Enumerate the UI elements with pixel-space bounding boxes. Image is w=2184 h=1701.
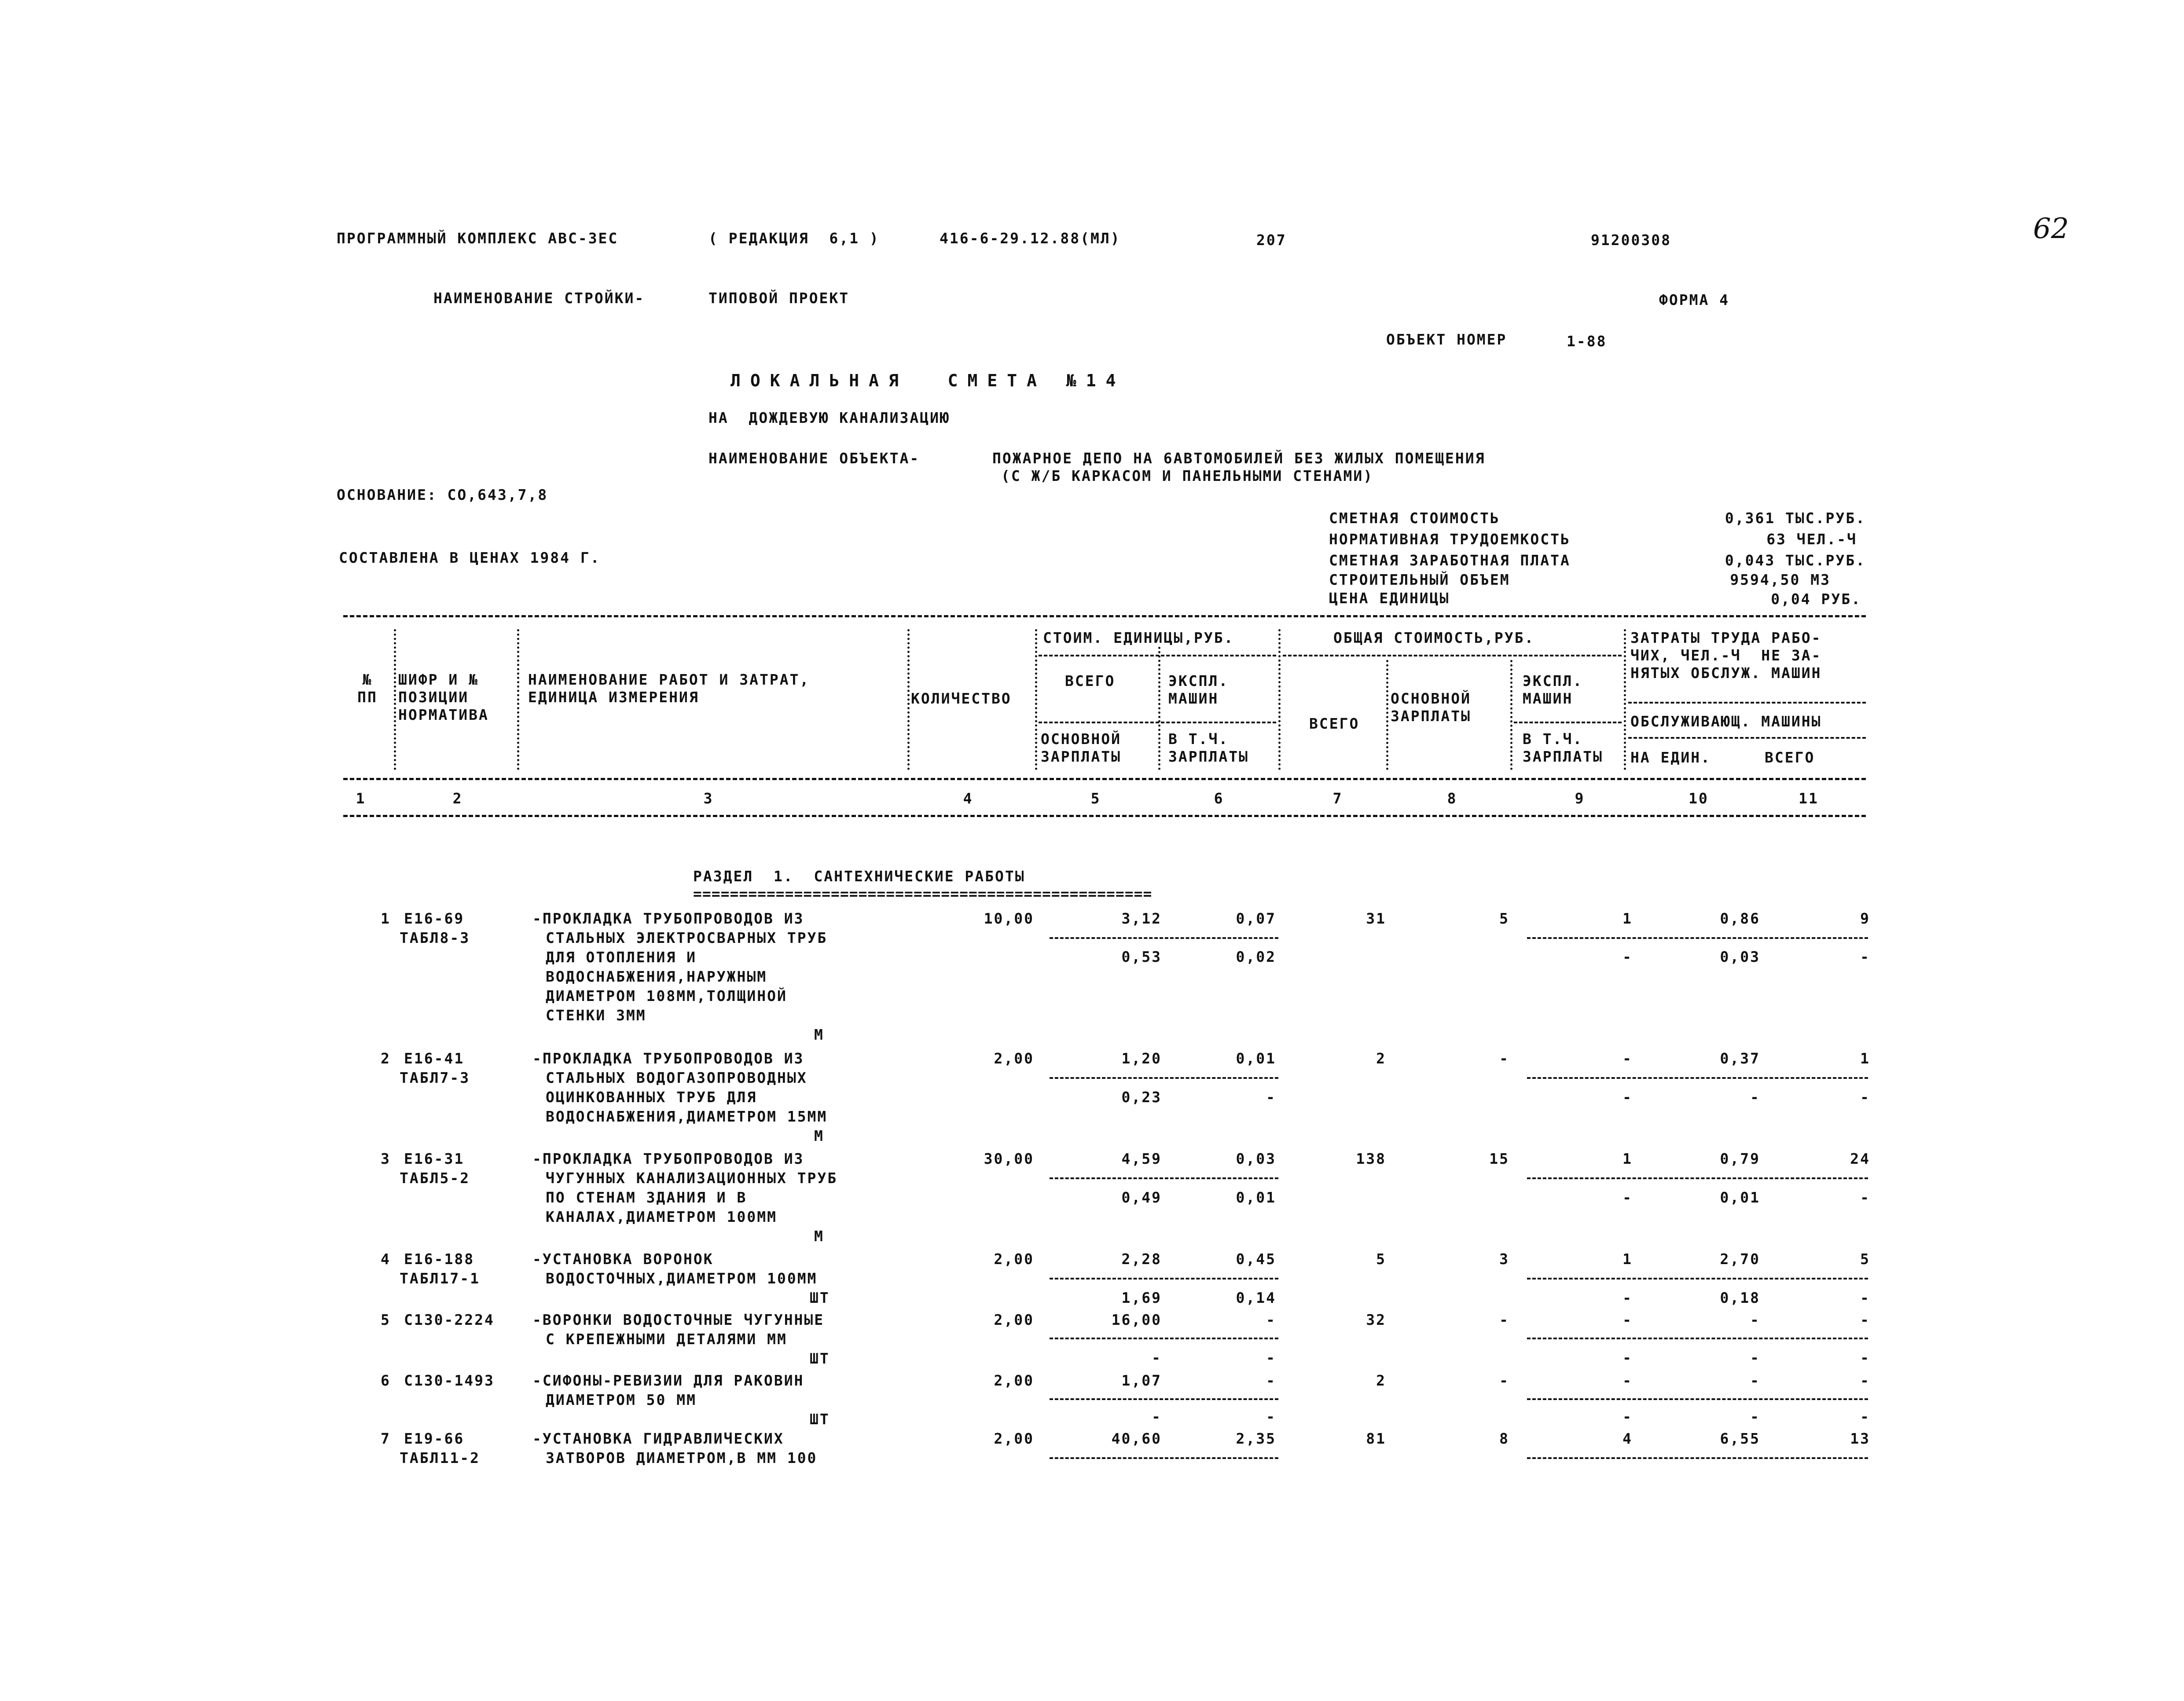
row-total-base-wage: - — [1499, 1050, 1509, 1067]
row-unit: ШТ — [810, 1350, 830, 1367]
row-rule — [1050, 1077, 1278, 1079]
row-name-line: СТЕНКИ 3ММ — [546, 1007, 646, 1024]
row-total-incl-wage: - — [1622, 1349, 1633, 1366]
column-number: 7 — [1332, 790, 1343, 807]
row-unit-total: 3,12 — [1121, 910, 1162, 927]
row-total-incl-wage: - — [1622, 1408, 1633, 1425]
row-unit-machines: 0,07 — [1236, 910, 1276, 927]
header-unit-total: ВСЕГО — [1065, 672, 1116, 689]
row-unit-total: 40,60 — [1111, 1430, 1162, 1447]
row-total: 81 — [1366, 1430, 1386, 1447]
row-unit-incl-wage: 0,01 — [1236, 1189, 1276, 1206]
row-total-machines: - — [1622, 1311, 1633, 1328]
row-rule — [1050, 1278, 1278, 1279]
row-unit-machines: 2,35 — [1236, 1430, 1276, 1447]
header-total-cost: ОБЩАЯ СТОИМОСТЬ,РУБ. — [1333, 629, 1535, 646]
row-labor-machine-unit: - — [1750, 1408, 1760, 1425]
summary-label: СМЕТНАЯ ЗАРАБОТНАЯ ПЛАТА — [1329, 552, 1571, 569]
column-number: 5 — [1090, 790, 1101, 807]
header-unit-incl-wage: В Т.Ч. ЗАРПЛАТЫ — [1168, 730, 1249, 765]
row-total-base-wage: 8 — [1499, 1430, 1509, 1447]
object-name-line2: (С Ж/Б КАРКАСОМ И ПАНЕЛЬНЫМИ СТЕНАМИ) — [1001, 467, 1374, 484]
header-bottom-rule — [343, 778, 1866, 780]
row-labor-total: 9 — [1860, 910, 1870, 927]
section-title: РАЗДЕЛ 1. САНТЕХНИЧЕСКИЕ РАБОТЫ — [693, 868, 1025, 885]
row-number: 5 — [381, 1311, 391, 1328]
row-total: 32 — [1366, 1311, 1386, 1328]
row-total-machines: 1 — [1622, 910, 1633, 927]
row-rule — [1050, 937, 1278, 939]
row-unit-base-wage: - — [1152, 1408, 1162, 1425]
row-labor-per-unit: 6,55 — [1720, 1430, 1760, 1447]
row-quantity: 2,00 — [994, 1430, 1034, 1447]
row-unit: ШТ — [810, 1411, 830, 1428]
row-code-table: ТАБЛ7-3 — [400, 1069, 470, 1086]
row-unit-incl-wage: - — [1266, 1408, 1276, 1425]
page-mark: 62 — [2033, 213, 2069, 245]
summary-label: ЦЕНА ЕДИНИЦЫ — [1329, 590, 1450, 607]
row-rule — [1050, 1457, 1278, 1459]
row-name-line: ДИАМЕТРОМ 50 ММ — [546, 1391, 697, 1408]
row-code: Е16-31 — [404, 1150, 465, 1167]
summary-value: 0,04 РУБ. — [1771, 590, 1861, 608]
header-separator — [1035, 629, 1037, 770]
column-number: 8 — [1447, 790, 1457, 807]
row-labor-machine-total: - — [1860, 1089, 1870, 1106]
row-rule — [1527, 937, 1868, 939]
object-number-label: ОБЪЕКТ НОМЕР — [1386, 331, 1507, 348]
row-unit-total: 1,20 — [1121, 1050, 1162, 1067]
header-separator — [907, 629, 910, 770]
row-name-line: СТАЛЬНЫХ ЭЛЕКТРОСВАРНЫХ ТРУБ — [546, 929, 828, 946]
summary-label: НОРМАТИВНАЯ ТРУДОЕМКОСТЬ — [1329, 531, 1571, 548]
header-total-machines: ЭКСПЛ. МАШИН — [1523, 672, 1583, 707]
column-number: 9 — [1575, 790, 1585, 807]
row-rule — [1050, 1398, 1278, 1400]
row-unit-base-wage: - — [1152, 1349, 1162, 1366]
row-name-line: ВОДОСНАБЖЕНИЯ,НАРУЖНЫМ — [546, 968, 767, 985]
row-labor-total: - — [1860, 1372, 1870, 1389]
header-labor: ЗАТРАТЫ ТРУДА РАБО- ЧИХ, ЧЕЛ.-Ч НЕ ЗА- НЯТЫХ ОБСЛУЖ. МАШИН — [1630, 629, 1822, 682]
row-total-incl-wage: - — [1622, 1189, 1633, 1206]
row-code: Е16-41 — [404, 1050, 465, 1067]
row-labor-total: 24 — [1850, 1150, 1870, 1167]
row-unit-base-wage: 1,69 — [1121, 1289, 1162, 1306]
construction-value: ТИПОВОЙ ПРОЕКТ — [708, 290, 850, 307]
header-rule — [1628, 702, 1866, 704]
column-numbers-rule — [343, 815, 1866, 817]
row-quantity: 2,00 — [994, 1311, 1034, 1328]
header-unit-cost: СТОИМ. ЕДИНИЦЫ,РУБ. — [1043, 629, 1234, 646]
row-unit-total: 2,28 — [1121, 1250, 1162, 1268]
header-separator — [394, 629, 396, 770]
row-labor-total: - — [1860, 1311, 1870, 1328]
row-unit-incl-wage: - — [1266, 1089, 1276, 1106]
project-code: 416-6-29.12.88(МЛ) — [940, 230, 1121, 247]
header-rule — [1514, 722, 1622, 723]
row-unit: ШТ — [810, 1289, 830, 1306]
row-unit-machines: 0,45 — [1236, 1250, 1276, 1268]
row-name-line: -ПРОКЛАДКА ТРУБОПРОВОДОВ ИЗ — [532, 910, 804, 927]
row-labor-machine-total: - — [1860, 1408, 1870, 1425]
row-name-line: ВОДОСНАБЖЕНИЯ,ДИАМЕТРОМ 15ММ — [546, 1108, 828, 1125]
row-unit-machines: 0,03 — [1236, 1150, 1276, 1167]
row-total-machines: - — [1622, 1372, 1633, 1389]
section-underline: ================================================== — [693, 885, 1153, 902]
row-unit-machines: - — [1266, 1311, 1276, 1328]
basis: ОСНОВАНИЕ: СО,643,7,8 — [337, 486, 548, 503]
row-unit-total: 16,00 — [1111, 1311, 1162, 1328]
row-number: 4 — [381, 1250, 391, 1268]
header-rule — [1039, 655, 1276, 656]
row-name-line: ЧУГУННЫХ КАНАЛИЗАЦИОННЫХ ТРУБ — [546, 1169, 838, 1187]
row-code-table: ТАБЛ8-3 — [400, 929, 470, 946]
row-total: 2 — [1376, 1050, 1386, 1067]
row-name-line: ДЛЯ ОТОПЛЕНИЯ И — [546, 949, 697, 966]
row-unit-incl-wage: - — [1266, 1349, 1276, 1366]
row-unit-base-wage: 0,23 — [1121, 1089, 1162, 1106]
row-labor-machine-unit: 0,03 — [1720, 948, 1760, 965]
page-number: 207 — [1256, 231, 1287, 249]
row-total-machines: 1 — [1622, 1250, 1633, 1268]
header-separator — [1386, 660, 1388, 770]
row-name-line: -ВОРОНКИ ВОДОСТОЧНЫЕ ЧУГУННЫЕ — [532, 1311, 825, 1328]
row-name-line: ОЦИНКОВАННЫХ ТРУБ ДЛЯ — [546, 1089, 757, 1106]
header-separator — [517, 629, 519, 770]
row-labor-total: 13 — [1850, 1430, 1870, 1447]
column-number: 4 — [963, 790, 973, 807]
estimate-title: ЛОКАЛЬНАЯ СМЕТА №14 — [730, 371, 1126, 390]
header-number: № ПП — [357, 671, 378, 706]
row-name-line: СТАЛЬНЫХ ВОДОГАЗОПРОВОДНЫХ — [546, 1069, 808, 1086]
row-labor-per-unit: 0,79 — [1720, 1150, 1760, 1167]
row-unit-incl-wage: 0,14 — [1236, 1289, 1276, 1306]
form-number: ФОРМА 4 — [1659, 291, 1730, 308]
row-quantity: 2,00 — [994, 1250, 1034, 1268]
row-name-line: -ПРОКЛАДКА ТРУБОПРОВОДОВ ИЗ — [532, 1050, 804, 1067]
header-separator — [1624, 629, 1626, 770]
object-number-value: 1-88 — [1567, 333, 1607, 350]
row-unit-base-wage: 0,53 — [1121, 948, 1162, 965]
header-unit-machines: ЭКСПЛ. МАШИН — [1168, 672, 1229, 707]
header-unit-base-wage: ОСНОВНОЙ ЗАРПЛАТЫ — [1041, 730, 1121, 765]
estimate-subject: НА ДОЖДЕВУЮ КАНАЛИЗАЦИЮ — [708, 409, 950, 426]
row-number: 3 — [381, 1150, 391, 1167]
row-unit-incl-wage: 0,02 — [1236, 948, 1276, 965]
column-number: 11 — [1799, 790, 1819, 807]
row-unit: М — [814, 1026, 824, 1043]
row-total: 31 — [1366, 910, 1386, 927]
row-total-base-wage: - — [1499, 1372, 1509, 1389]
summary-label: СТРОИТЕЛЬНЫЙ ОБЪЕМ — [1329, 571, 1510, 588]
row-rule — [1527, 1457, 1868, 1459]
row-total-base-wage: - — [1499, 1311, 1509, 1328]
header-separator — [1158, 647, 1160, 770]
summary-value: 9594,50 М3 — [1730, 571, 1831, 588]
row-unit-total: 4,59 — [1121, 1150, 1162, 1167]
row-labor-machine-total: - — [1860, 948, 1870, 965]
row-code: С130-1493 — [404, 1372, 495, 1389]
row-total-base-wage: 15 — [1489, 1150, 1509, 1167]
row-labor-machine-total: - — [1860, 1289, 1870, 1306]
summary-value: 0,361 ТЫС.РУБ. — [1725, 510, 1866, 527]
row-labor-machine-unit: - — [1750, 1089, 1760, 1106]
header-total-all: ВСЕГО — [1309, 715, 1360, 732]
row-labor-per-unit: - — [1750, 1372, 1760, 1389]
object-label: НАИМЕНОВАНИЕ ОБЪЕКТА- — [708, 450, 920, 467]
row-total-incl-wage: - — [1622, 1089, 1633, 1106]
row-quantity: 2,00 — [994, 1372, 1034, 1389]
row-total-machines: 1 — [1622, 1150, 1633, 1167]
row-total: 2 — [1376, 1372, 1386, 1389]
row-rule — [1527, 1177, 1868, 1179]
row-total-base-wage: 3 — [1499, 1250, 1509, 1268]
row-total-incl-wage: - — [1622, 1289, 1633, 1306]
row-labor-total: 1 — [1860, 1050, 1870, 1067]
header-labor-total: ВСЕГО — [1765, 749, 1815, 766]
header-rule — [1039, 722, 1276, 723]
row-labor-machine-total: - — [1860, 1349, 1870, 1366]
header-separator — [1510, 660, 1512, 770]
row-labor-machine-unit: 0,18 — [1720, 1289, 1760, 1306]
row-name-line: КАНАЛАХ,ДИАМЕТРОМ 100ММ — [546, 1208, 777, 1225]
row-total-machines: - — [1622, 1050, 1633, 1067]
row-number: 6 — [381, 1372, 391, 1389]
table-top-rule — [343, 615, 1866, 617]
row-labor-per-unit: 0,86 — [1720, 910, 1760, 927]
header-labor-machine: ОБСЛУЖИВАЮЩ. МАШИНЫ — [1630, 713, 1822, 730]
row-rule — [1527, 1278, 1868, 1279]
row-name-line: -УСТАНОВКА ВОРОНОК — [532, 1250, 714, 1268]
row-labor-per-unit: 2,70 — [1720, 1250, 1760, 1268]
header-total-incl-wage: В Т.Ч. ЗАРПЛАТЫ — [1523, 730, 1603, 765]
summary-label: СМЕТНАЯ СТОИМОСТЬ — [1329, 510, 1500, 527]
row-name-line: ПО СТЕНАМ ЗДАНИЯ И В — [546, 1189, 747, 1206]
row-rule — [1050, 1338, 1278, 1339]
column-number: 3 — [703, 790, 714, 807]
header-rule — [1628, 737, 1866, 739]
row-total-machines: 4 — [1622, 1430, 1633, 1447]
row-unit-machines: 0,01 — [1236, 1050, 1276, 1067]
row-number: 1 — [381, 910, 391, 927]
row-code: Е16-188 — [404, 1250, 475, 1268]
row-number: 2 — [381, 1050, 391, 1067]
row-quantity: 10,00 — [984, 910, 1034, 927]
program-name: ПРОГРАММНЫЙ КОМПЛЕКС АВС-3ЕС — [337, 230, 619, 247]
row-name-line: -СИФОНЫ-РЕВИЗИИ ДЛЯ РАКОВИН — [532, 1372, 804, 1389]
row-unit-machines: - — [1266, 1372, 1276, 1389]
header-quantity: КОЛИЧЕСТВО — [911, 690, 1012, 707]
compiled-prices: СОСТАВЛЕНА В ЦЕНАХ 1984 Г. — [339, 549, 601, 566]
row-labor-total: 5 — [1860, 1250, 1870, 1268]
edition: ( РЕДАКЦИЯ 6,1 ) — [708, 230, 880, 247]
row-rule — [1527, 1398, 1868, 1400]
row-rule — [1527, 1338, 1868, 1339]
row-code-table: ТАБЛ5-2 — [400, 1169, 470, 1187]
row-labor-per-unit: 0,37 — [1720, 1050, 1760, 1067]
header-separator — [1278, 629, 1281, 770]
row-unit: М — [814, 1228, 824, 1245]
row-rule — [1050, 1177, 1278, 1179]
column-number: 1 — [356, 790, 366, 807]
header-work-name: НАИМЕНОВАНИЕ РАБОТ И ЗАТРАТ, ЕДИНИЦА ИЗМЕРЕНИЯ — [528, 671, 810, 706]
row-unit-base-wage: 0,49 — [1121, 1189, 1162, 1206]
row-labor-machine-unit: - — [1750, 1349, 1760, 1366]
row-code: Е19-66 — [404, 1430, 465, 1447]
row-name-line: ВОДОСТОЧНЫХ,ДИАМЕТРОМ 100ММ — [546, 1270, 818, 1287]
row-unit-total: 1,07 — [1121, 1372, 1162, 1389]
header-labor-per-unit: НА ЕДИН. — [1630, 749, 1711, 766]
summary-value: 63 ЧЕЛ.-Ч — [1766, 531, 1857, 548]
row-code: С130-2224 — [404, 1311, 495, 1328]
object-name-line1: ПОЖАРНОЕ ДЕПО НА 6АВТОМОБИЛЕЙ БЕЗ ЖИЛЫХ ПОМЕЩЕНИЯ — [992, 450, 1486, 467]
summary-value: 0,043 ТЫС.РУБ. — [1725, 552, 1866, 569]
row-total: 138 — [1356, 1150, 1386, 1167]
row-rule — [1527, 1077, 1868, 1079]
row-labor-machine-unit: 0,01 — [1720, 1189, 1760, 1206]
row-number: 7 — [381, 1430, 391, 1447]
row-name-line: ДИАМЕТРОМ 108ММ,ТОЛЩИНОЙ — [546, 987, 787, 1004]
column-number: 6 — [1214, 790, 1224, 807]
row-code-table: ТАБЛ11-2 — [400, 1449, 480, 1466]
header-total-base-wage: ОСНОВНОЙ ЗАРПЛАТЫ — [1391, 690, 1471, 725]
column-number: 2 — [452, 790, 463, 807]
row-name-line: ЗАТВОРОВ ДИАМЕТРОМ,В ММ 100 — [546, 1449, 818, 1466]
row-name-line: -УСТАНОВКА ГИДРАВЛИЧЕСКИХ — [532, 1430, 784, 1447]
row-total: 5 — [1376, 1250, 1386, 1268]
row-quantity: 2,00 — [994, 1050, 1034, 1067]
row-quantity: 30,00 — [984, 1150, 1034, 1167]
row-total-base-wage: 5 — [1499, 910, 1509, 927]
row-name-line: -ПРОКЛАДКА ТРУБОПРОВОДОВ ИЗ — [532, 1150, 804, 1167]
row-labor-per-unit: - — [1750, 1311, 1760, 1328]
header-rule — [1283, 655, 1622, 656]
column-number: 10 — [1688, 790, 1709, 807]
construction-label: НАИМЕНОВАНИЕ СТРОЙКИ- — [433, 290, 645, 307]
row-total-incl-wage: - — [1622, 948, 1633, 965]
row-code: Е16-69 — [404, 910, 465, 927]
row-unit: М — [814, 1127, 824, 1144]
row-code-table: ТАБЛ17-1 — [400, 1270, 480, 1287]
row-labor-machine-total: - — [1860, 1189, 1870, 1206]
row-name-line: С КРЕПЕЖНЫМИ ДЕТАЛЯМИ ММ — [546, 1331, 787, 1348]
header-code: ШИФР И № ПОЗИЦИИ НОРМАТИВА — [398, 671, 489, 723]
document-code: 91200308 — [1591, 231, 1671, 249]
